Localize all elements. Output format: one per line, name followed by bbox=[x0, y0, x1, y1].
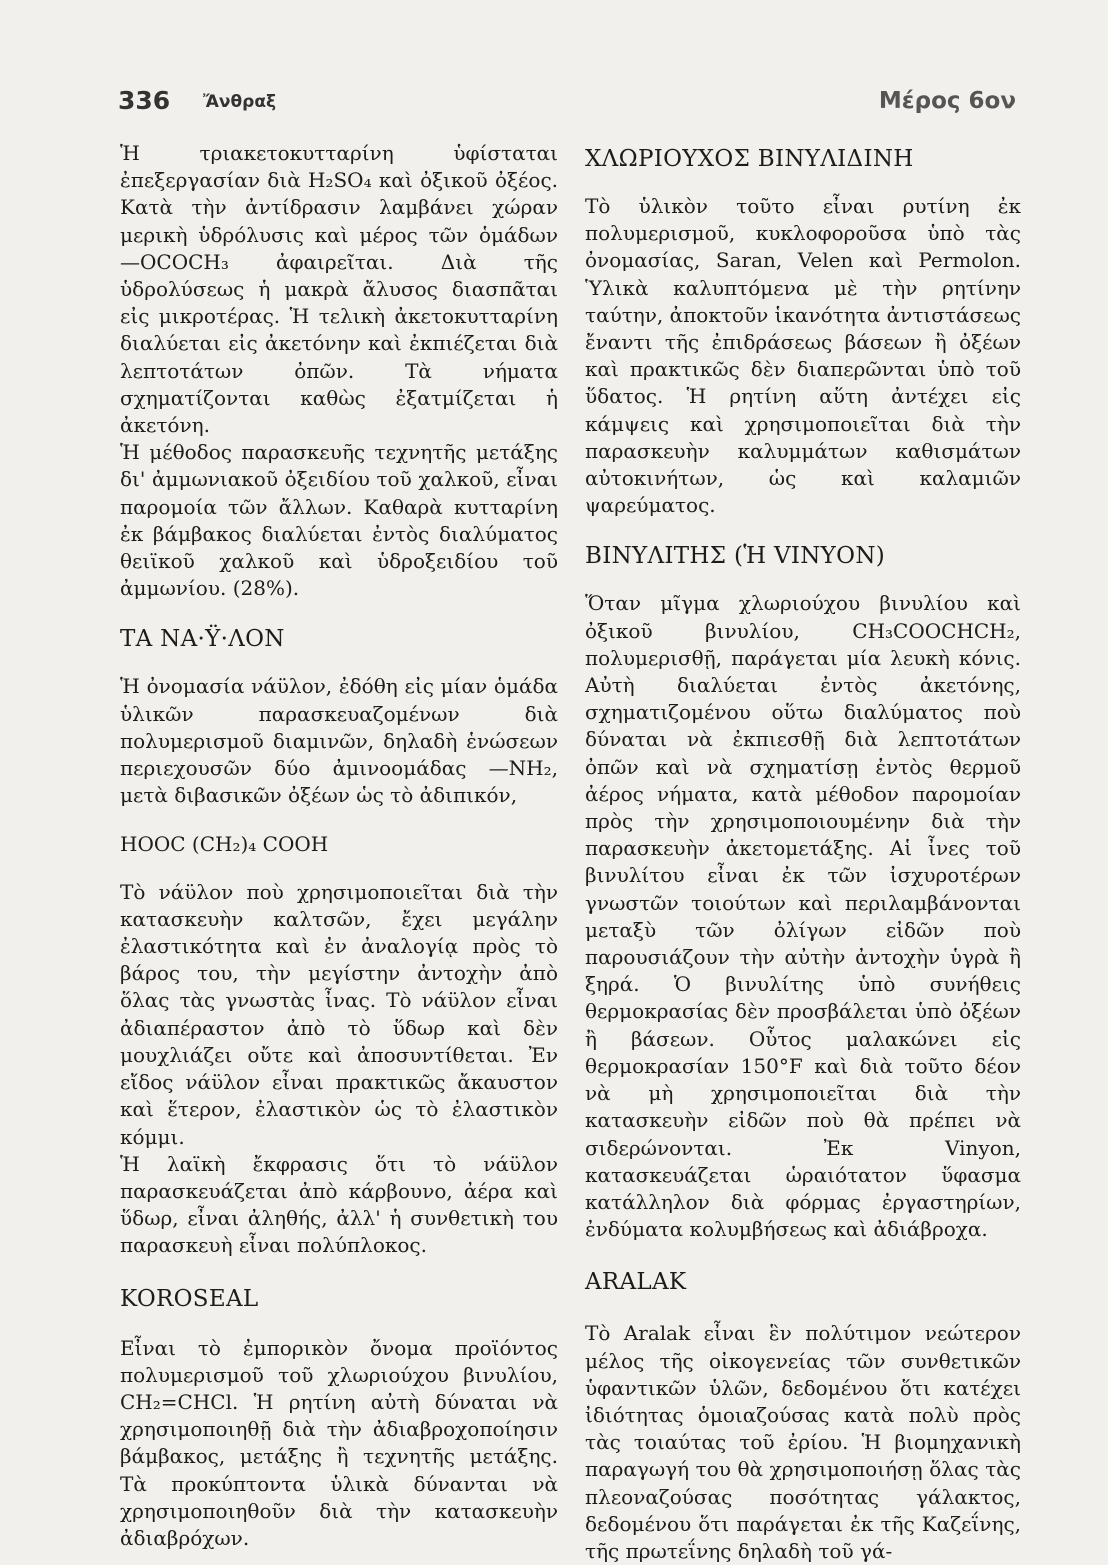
page-number: 336 bbox=[118, 86, 171, 115]
nylon-heading: ΤΑ ΝΑ·Ϋ·ΛΟΝ bbox=[120, 626, 285, 653]
cuprammonium-paragraph: Ἡ μέθοδος παρασκευῆς τεχνητῆς μετάξης δι' ἀμμωνιακοῦ ὀξειδίου τοῦ χαλκοῦ, εἶναι παρομοία τῶν ἄλλων. Καθαρὰ κυτταρίνη ἐκ βάμβακος διαλύεται ἐντὸς διαλύματος θειϊκοῦ χαλκοῦ καὶ ὑδροξειδίου τοῦ ἀμμωνίου. (28%). bbox=[120, 440, 558, 601]
section-label: Μέρος 6ον bbox=[878, 88, 1016, 114]
vinyon-heading: ΒΙΝΥΛΙΤΗΣ (Ἡ VINYON) bbox=[585, 543, 886, 570]
left-column bbox=[120, 130, 558, 1552]
aralak-heading: ARALAK bbox=[585, 1269, 687, 1296]
right-column bbox=[585, 130, 1021, 1565]
nylon-folk-paragraph: Ἡ λαϊκὴ ἔκφρασις ὅτι τὸ νάϋλον παρασκευάζεται ἀπὸ κάρβουνο, ἀέρα καὶ ὕδωρ, εἶναι ἀληθής, ἀλλ' ἡ συνθετικὴ του παρασκευὴ εἶναι πολύπλοκος. bbox=[120, 1151, 558, 1258]
nylon-properties-paragraph: Τὸ νάϋλον ποὺ χρησιμοποιεῖται διὰ τὴν κατασκευὴν καλτσῶν, ἔχει μεγάλην ἐλαστικότητα καὶ ἐν ἀναλογίᾳ πρὸς τὸ βάρος του, τὴν μεγίστην ἀντοχὴν ἀπὸ ὅλας τὰς γνωστὰς ἶνας. Τὸ νάϋλον εἶναι ἀδιαπέραστον ἀπὸ τὸ ὕδωρ καὶ δὲν μουχλιάζει οὔτε καὶ ἀποσυντίθεται. Ἐν εἴδος νάϋλον εἶναι πρακτικῶς ἄκαυστον καὶ ἕτερον, ἐλαστικὸν ὡς τὸ ἐλαστικὸν κόμμι. bbox=[120, 879, 558, 1149]
adipic-acid-formula: HOOC (CH₂)₄ COOH bbox=[120, 832, 329, 857]
vinylidene-heading: ΧΛΩΡΙΟΥΧΟΣ ΒΙΝΥΛΙΔΙΝΗ bbox=[585, 146, 914, 172]
running-title: Ἄνθραξ bbox=[203, 92, 277, 112]
vinylidene-paragraph: Τὸ ὑλικὸν τοῦτο εἶναι ρυτίνη ἐκ πολυμερισμοῦ, κυκλοφοροῦσα ὑπὸ τὰς ὀνομασίας, Saran, Velen καὶ Permolon. Ὑλικὰ καλυπτόμενα μὲ τὴν ρητίνην ταύτην, ἀποκτοῦν ἱκανότητα ἀντιστάσεως ἔναντι τῆς ἐπιδράσεως βάσεων ἢ ὀξέων καὶ πρακτικῶς δὲν διαπερῶνται ὑπὸ τοῦ ὕδατος. Ἡ ρητίνη αὕτη ἀντέχει εἰς κάμψεις καὶ χρησιμοποιεῖται διὰ τὴν παρασκευὴν καλυμμάτων καθισμάτων αὐτοκινήτων, ὡς καὶ καλαμιῶν ψαρεύματος. bbox=[585, 194, 1021, 518]
triacetate-paragraph: Ἡ τριακετοκυτταρίνη ὑφίσταται ἐπεξεργασίαν διὰ H₂SO₄ καὶ ὀξικοῦ ὀξέος. Κατὰ τὴν ἀντίδρασιν λαμβάνει χώραν μερικὴ ὑδρόλυσις καὶ μέρος τῶν ὁμάδων —OCOCH₃ ἀφαιρεῖται. Διὰ τῆς ὑδρολύσεως ἡ μακρὰ ἄλυσος διασπᾶται εἰς μικροτέρας. Ἡ τελικὴ ἀκετοκυτταρίνη διαλύεται εἰς ἀκετόνην καὶ ἐκπιέζεται διὰ λεπτοτάτων ὀπῶν. Τὰ νήματα σχηματίζονται καθὼς ἐξατμίζεται ἡ ἀκετόνη. bbox=[120, 141, 558, 438]
koroseal-paragraph: Εἶναι τὸ ἐμπορικὸν ὄνομα προϊόντος πολυμερισμοῦ τοῦ χλωριούχου βινυλίου, CH₂=CHCl. Ἡ ρητίνη αὐτὴ δύναται νὰ χρησιμοποιηθῇ διὰ τὴν ἀδιαβροχοποίησιν βάμβακος, μετάξης ἢ τεχνητῆς μετάξης. Τὰ προκύπτοντα ὑλικὰ δύνανται νὰ χρησιμοποιηθοῦν διὰ τὴν κατασκευὴν ἀδιαβρόχων. bbox=[120, 1335, 558, 1550]
vinyon-paragraph: Ὅταν μῖγμα χλωριούχου βινυλίου καὶ ὀξικοῦ βινυλίου, CH₃COOCHCH₂, πολυμερισθῇ, παράγεται μία λευκὴ κόνις. Αὐτὴ διαλύεται ἐντὸς ἀκετόνης, σχηματιζομένου οὕτω διαλύματος ποὺ δύναται νὰ ἐκπιεσθῇ διὰ λεπτοτάτων ὀπῶν καὶ νὰ σχηματίσῃ ἐντὸς θερμοῦ ἀέρος νήματα, κατὰ μέθοδον παρομοίαν πρὸς τὴν χρησιμοποιουμένην διὰ τὴν παρασκευὴν ἀκετομετάξης. Αἱ ἶνες τοῦ βινυλίτου εἶναι ἐκ τῶν ἰσχυροτέρων γνωστῶν τοιούτων καὶ περιλαμβάνονται μεταξὺ τῶν ὀλίγων εἰδῶν ποὺ παρουσιάζουν τὴν αὐτὴν ἀντοχὴν ὑγρὰ ἢ ξηρά. Ὁ βινυλίτης ὑπὸ συνήθεις θερμοκρασίας δὲν προσβάλεται ὑπὸ ὀξέων ἢ βάσεων. Οὗτος μαλακώνει εἰς θερμοκρασίαν 150°F καὶ διὰ τοῦτο δέον νὰ μὴ χρησιμοποιεῖται διὰ τὴν κατασκευὴν εἰδῶν ποὺ θὰ πρέπει νὰ σιδερώνονται. Ἐκ Vinyon, κατασκευάζεται ὡραιότατον ὕφασμα κατάλληλον διὰ φόρμας ἐργαστηρίων, ἐνδύματα κολυμβήσεως καὶ ἀδιάβροχα. bbox=[585, 591, 1021, 1242]
koroseal-heading: KOROSEAL bbox=[120, 1285, 259, 1312]
aralak-paragraph: Τὸ Aralak εἶναι ἓν πολύτιμον νεώτερον μέλος τῆς οἰκογενείας τῶν συνθετικῶν ὑφαντικῶν ὑλῶν, δεδομένου ὅτι κατέχει ἰδιότητας ὁμοιαζούσας κατὰ πολὺ πρὸς τὰς τοιαύτας τοῦ ἐρίου. Ἡ βιομηχανικὴ παραγωγή του θὰ χρησιμοποιήσῃ ὅλας τὰς πλεοναζούσας ποσότητας γάλακτος, δεδομένου ὅτι παράγεται ἐκ τῆς Καζεΐνης, τῆς πρωτεΐνης δηλαδὴ τοῦ γά- bbox=[585, 1321, 1021, 1563]
nylon-definition-paragraph: Ἡ ὀνομασία νάϋλον, ἐδόθη εἰς μίαν ὁμάδα ὑλικῶν παρασκευαζομένων διὰ πολυμερισμοῦ διαμινῶν, δηλαδὴ ἑνώσεων περιεχουσῶν δύο ἀμινοομάδας —NH₂, μετὰ διβασικῶν ὀξέων ὡς τὸ ἀδιπικόν, bbox=[120, 674, 558, 808]
